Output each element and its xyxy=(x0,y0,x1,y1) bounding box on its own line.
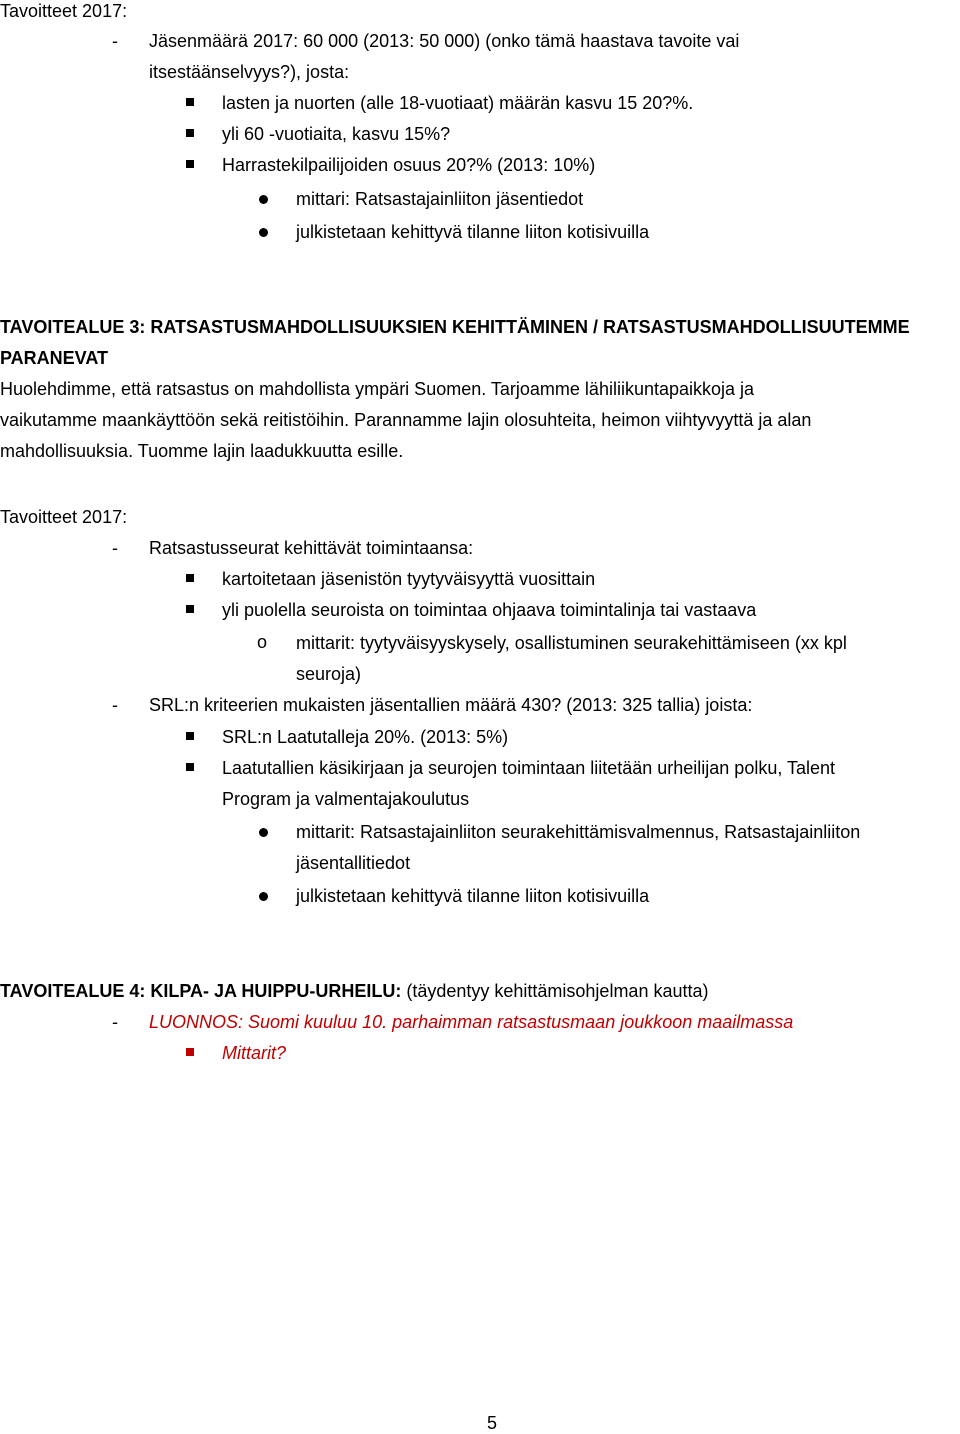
round-bullet-icon xyxy=(259,228,268,237)
square-bullet-icon xyxy=(186,160,194,168)
meters-survey-line-1: mittarit: tyytyväisyyskysely, osallistuminen seurakehittämiseen (xx kpl xyxy=(296,633,847,653)
children-growth-item: lasten ja nuorten (alle 18-vuotiaat) määrän kasvu 15 20?%. xyxy=(222,93,694,113)
member-goal-line-1: Jäsenmäärä 2017: 60 000 (2013: 50 000) (onko tämä haastava tavoite vai xyxy=(149,31,740,51)
section-3-title-line-1: TAVOITEALUE 3: RATSASTUSMAHDOLLISUUKSIEN KEHITTÄMINEN / RATSASTUSMAHDOLLISUUTEMME xyxy=(0,317,910,337)
section-3-paragraph-line-2: vaikutamme maankäyttöön sekä reitistöihin. Parannamme lajin olosuhteita, heimon viihtyvyyttä ja alan xyxy=(0,410,812,430)
quality-stables-item: SRL:n Laatutalleja 20%. (2013: 5%) xyxy=(222,727,509,747)
meters-survey-line-2: seuroja) xyxy=(296,664,362,684)
publish-progress-item: julkistetaan kehittyvä tilanne liiton kotisivuilla xyxy=(296,222,650,242)
meters-coaching-line-2: jäsentallitiedot xyxy=(296,853,411,873)
stables-count-item: SRL:n kriteerien mukaisten jäsentallien määrä 430? (2013: 325 tallia) joista: xyxy=(149,695,753,715)
hobby-competitors-item: Harrastekilpailijoiden osuus 20?% (2013: 10%) xyxy=(222,155,596,175)
section-4-title xyxy=(0,980,709,1002)
section-3-title-line-2: PARANEVAT xyxy=(0,348,108,368)
round-bullet-icon xyxy=(259,892,268,901)
round-bullet-icon xyxy=(259,828,268,837)
circle-bullet-icon: o xyxy=(257,632,268,652)
square-bullet-icon xyxy=(186,1048,194,1056)
athlete-path-line-2: Program ja valmentajakoulutus xyxy=(222,789,470,809)
satisfaction-survey-item: kartoitetaan jäsenistön tyytyväisyyttä vuosittain xyxy=(222,569,596,589)
goals-heading-1: Tavoitteet 2017: xyxy=(0,1,128,21)
dash-marker: - xyxy=(112,538,118,558)
square-bullet-icon xyxy=(186,98,194,106)
section-4-title-note: (täydentyy kehittämisohjelman kautta) xyxy=(401,981,709,1001)
publish-progress-item: julkistetaan kehittyvä tilanne liiton kotisivuilla xyxy=(296,886,650,906)
over-60-growth-item: yli 60 -vuotiaita, kasvu 15%? xyxy=(222,124,451,144)
clubs-develop-item: Ratsastusseurat kehittävät toimintaansa: xyxy=(149,538,474,558)
square-bullet-icon xyxy=(186,574,194,582)
draft-goal-item: LUONNOS: Suomi kuuluu 10. parhaimman ratsastusmaan joukkoon maailmassa xyxy=(149,1012,794,1032)
section-3-paragraph-line-3: mahdollisuuksia. Tuomme lajin laadukkuutta esille. xyxy=(0,441,404,461)
round-bullet-icon xyxy=(259,195,268,204)
square-bullet-icon xyxy=(186,732,194,740)
dash-marker: - xyxy=(112,1012,118,1032)
page-number: 5 xyxy=(487,1413,498,1433)
member-goal-line-2: itsestäänselvyys?), josta: xyxy=(149,62,350,82)
square-bullet-icon xyxy=(186,605,194,613)
meters-coaching-line-1: mittarit: Ratsastajainliiton seurakehittämisvalmennus, Ratsastajainliiton xyxy=(296,822,861,842)
athlete-path-line-1: Laatutallien käsikirjaan ja seurojen toimintaan liitetään urheilijan polku, Talent xyxy=(222,758,836,778)
dash-marker: - xyxy=(112,695,118,715)
meter-member-data: mittari: Ratsastajainliiton jäsentiedot xyxy=(296,189,584,209)
section-4-title-bold: TAVOITEALUE 4: KILPA- JA HUIPPU-URHEILU: xyxy=(0,981,402,1001)
meters-question-item: Mittarit? xyxy=(222,1043,287,1063)
clubs-policy-item: yli puolella seuroista on toimintaa ohjaava toimintalinja tai vastaava xyxy=(222,600,757,620)
square-bullet-icon xyxy=(186,129,194,137)
section-3-paragraph-line-1: Huolehdimme, että ratsastus on mahdollista ympäri Suomen. Tarjoamme lähiliikuntapaikkoja ja xyxy=(0,379,755,399)
square-bullet-icon xyxy=(186,763,194,771)
goals-heading-3: Tavoitteet 2017: xyxy=(0,507,128,527)
dash-marker: - xyxy=(112,31,118,51)
